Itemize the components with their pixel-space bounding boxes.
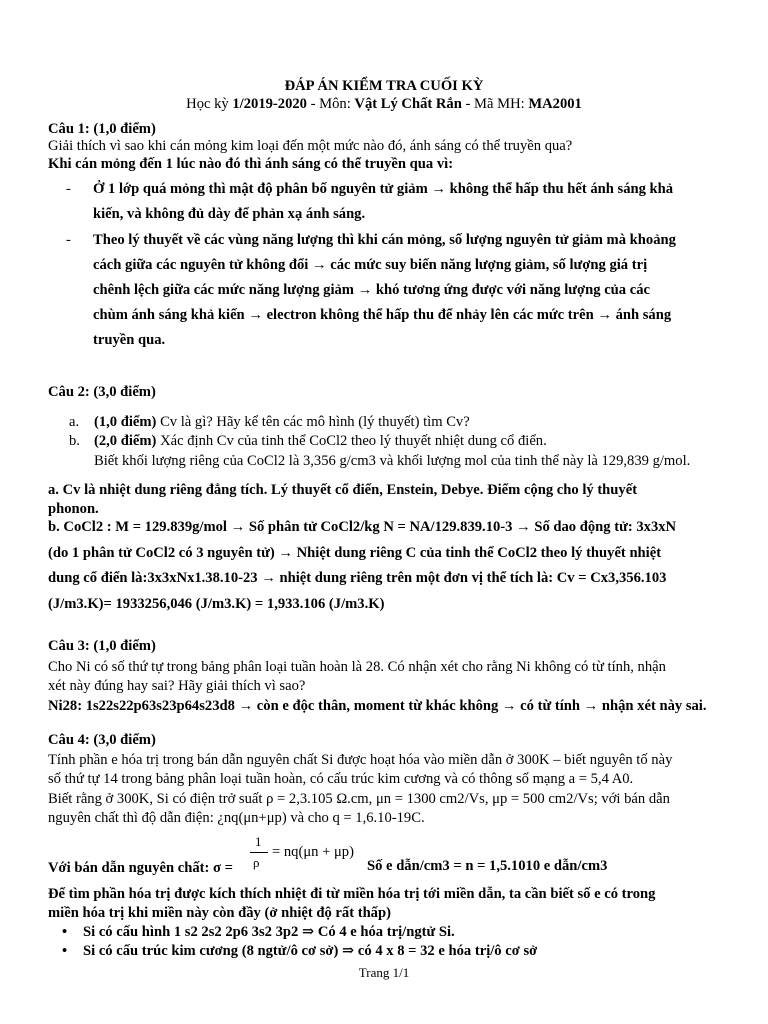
q2-heading: Câu 2: (3,0 điểm)	[48, 384, 156, 400]
q1-bullet2-line: truyền qua.	[93, 332, 166, 348]
q2-a-question: (1,0 điểm) Cv là gì? Hãy kể tên các mô hình (lý thuyết) tìm Cv?	[94, 414, 470, 430]
q1-bullet1-line: Ở 1 lớp quá mỏng thì mật độ phân bố nguyên tử giảm → không thể hấp thu hết ánh sáng khả	[93, 181, 674, 197]
q1-bullet2-line: chùm ánh sáng khả kiến → electron không thể hấp thu để nhảy lên các mức trên → ánh sáng	[93, 307, 672, 323]
q2-answer-b-line: (do 1 phân tử CoCl2 có 3 nguyên tử) → Nhiệt dung riêng C của tinh thể CoCl2 theo lý thuyết nhiệt	[48, 545, 662, 561]
q1-bullet2-line: chênh lệch giữa các mức năng lượng giảm → khó tương ứng được với năng lượng của các	[93, 282, 650, 298]
q4-bullet-mark: •	[62, 943, 68, 959]
q4-paragraph-line: miền hóa trị khi miền này còn đầy (ở nhiệt độ rất thấp)	[48, 905, 391, 921]
q2-answer-a-line: a. Cv là nhiệt dung riêng đẳng tích. Lý thuyết cổ điển, Enstein, Debye. Điểm cộng cho lý thuyết	[48, 482, 638, 498]
q2-b-marker: b.	[69, 433, 80, 449]
q1-bullet1-dash: -	[66, 181, 71, 197]
q1-bullet2-line: Theo lý thuyết về các vùng năng lượng thì khi cán mỏng, số lượng nguyên tử giảm mà khoảng	[93, 232, 676, 248]
q1-question: Giải thích vì sao khi cán mỏng kim loại đến một mức nào đó, ánh sáng có thể truyền qua?	[48, 138, 573, 154]
q2-answer-a-line: phonon.	[48, 501, 99, 517]
q3-question-line: xét này đúng hay sai? Hãy giải thích vì sao?	[48, 678, 306, 694]
q1-answer-intro: Khi cán mỏng đến 1 lúc nào đó thì ánh sáng có thể truyền qua vì:	[48, 156, 454, 172]
q4-text-line: Tính phần e hóa trị trong bán dẫn nguyên chất Si được hoạt hóa vào miền dẫn ở 300K – biết nguyên tố này	[48, 752, 673, 768]
q2-a-marker: a.	[69, 414, 80, 430]
q4-text-line: nguyên chất thì độ dẫn điện: ¿nq(μn+μp) và cho q = 1,6.10-19C.	[48, 810, 425, 826]
q4-text-line: số thứ tự 14 trong bảng phân loại tuần hoàn, có cấu trúc kim cương và có thông số mạng a = 5,4 A0.	[48, 771, 634, 787]
q4-formula-tail: Số e dẫn/cm3 = n = 1,5.1010 e dẫn/cm3	[367, 858, 608, 874]
q4-formula-denominator: ρ	[253, 855, 260, 870]
q4-formula-lead: Với bán dẫn nguyên chất: σ =	[48, 860, 233, 876]
q4-fraction-bar	[250, 852, 268, 853]
q1-bullet2-dash: -	[66, 232, 71, 248]
q2-b-given: Biết khối lượng riêng của CoCl2 là 3,356 g/cm3 và khối lượng mol của tinh thể này là 129,839 g/mol.	[94, 453, 691, 469]
q3-answer: Ni28: 1s22s22p63s23p64s23d8 → còn e độc thân, moment từ khác không → có từ tính → nhận xét này sai.	[48, 698, 707, 714]
q3-question-line: Cho Ni có số thứ tự trong bảng phân loại tuần hoàn là 28. Có nhận xét cho rằng Ni không có từ tính, nhận	[48, 659, 666, 675]
q3-heading: Câu 3: (1,0 điểm)	[48, 638, 156, 654]
page-number: Trang 1/1	[358, 965, 410, 980]
q2-answer-b-line: dung cổ điển là:3x3xNx1.38.10-23 → nhiệt dung riêng trên một đơn vị thể tích là: Cv = Cx3,356.103	[48, 570, 667, 586]
q4-formula-rhs: = nq(μn + μp)	[272, 844, 354, 860]
q2-b-question: (2,0 điểm) Xác định Cv của tinh thể CoCl2 theo lý thuyết nhiệt dung cổ điển.	[94, 433, 547, 449]
q2-answer-b-line: (J/m3.K)= 1933256,046 (J/m3.K) = 1,933.106 (J/m3.K)	[48, 596, 385, 612]
document-title: ĐÁP ÁN KIỂM TRA CUỐI KỲ	[284, 78, 484, 94]
q1-bullet1-line: kiến, và không đủ dày để phản xạ ánh sáng.	[93, 206, 366, 222]
q4-formula-numerator: 1	[255, 834, 262, 849]
q4-text-line: Biết rằng ở 300K, Si có điện trở suất ρ = 2,3.105 Ω.cm, μn = 1300 cm2/Vs, μp = 500 cm2/Vs; với bán dẫn	[48, 791, 670, 807]
q1-bullet2-line: cách giữa các nguyên tử không đổi → các mức suy biến năng lượng giảm, số lượng giá trị	[93, 257, 648, 273]
q2-answer-b-line: b. CoCl2 : M = 129.839g/mol → Số phân tử CoCl2/kg N = NA/129.839.10-3 → Số dao động tử: 3x3xN	[48, 519, 677, 535]
q4-paragraph-line: Để tìm phần hóa trị được kích thích nhiệt đi từ miền hóa trị tới miền dẫn, ta cần biết số e có trong	[48, 886, 656, 902]
q1-heading: Câu 1: (1,0 điểm)	[48, 121, 156, 137]
q4-bullet-line: Si có cấu hình 1 s2 2s2 2p6 3s2 3p2 ⇒ Có 4 e hóa trị/ngtử Si.	[83, 924, 455, 940]
q4-heading: Câu 4: (3,0 điểm)	[48, 732, 156, 748]
q4-bullet-mark: •	[62, 924, 68, 940]
document-subtitle: Học kỳ 1/2019-2020 - Môn: Vật Lý Chất Rắn - Mã MH: MA2001	[186, 96, 582, 112]
q4-bullet-line: Si có cấu trúc kim cương (8 ngtử/ô cơ sở) ⇒ có 4 x 8 = 32 e hóa trị/ô cơ sở	[83, 943, 538, 959]
